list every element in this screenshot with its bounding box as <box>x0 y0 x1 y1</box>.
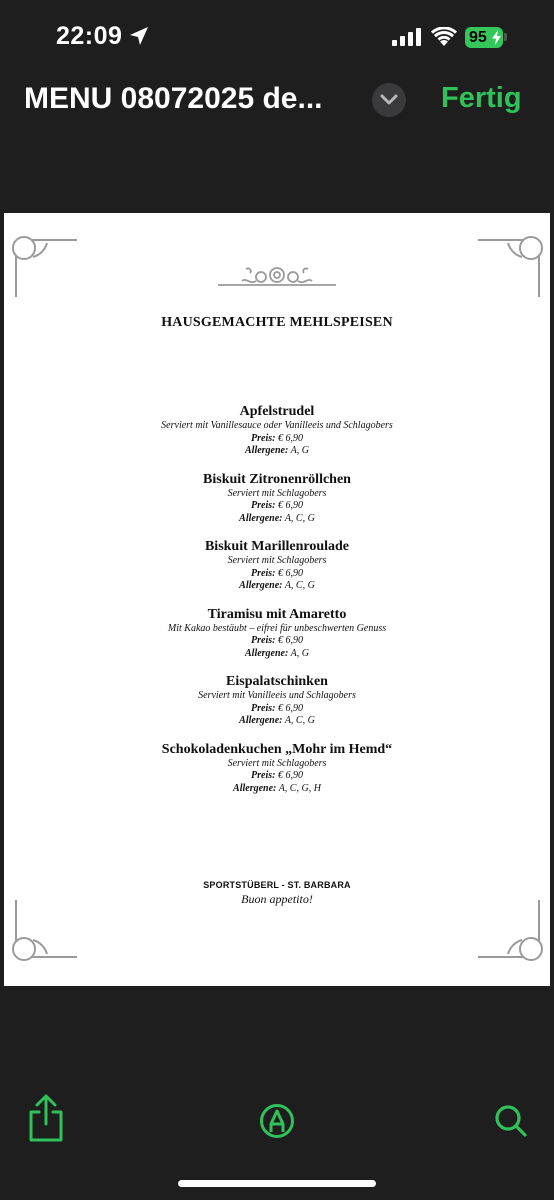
chevron-down-icon <box>380 93 398 107</box>
venue-name: SPORTSTÜBERL - ST. BARBARA <box>203 880 351 890</box>
corner-ornament-bottom-left <box>9 898 81 964</box>
search-button[interactable] <box>494 1104 528 1143</box>
allergen-value: A, G <box>290 445 309 456</box>
item-price <box>4 500 550 513</box>
status-time: 22:09 <box>56 22 123 50</box>
battery-level: 95 <box>469 29 487 46</box>
price-value: € 6,90 <box>277 702 303 714</box>
allergen-value: A, G <box>290 647 309 659</box>
item-allergens <box>4 648 550 661</box>
battery-cap <box>504 33 507 41</box>
menu-item <box>4 674 550 742</box>
allergen-value: A, C, G <box>284 512 315 524</box>
price-label: Preis: <box>251 702 276 714</box>
item-description: Serviert mit Schlagobers <box>227 487 327 499</box>
price-value: € 6,90 <box>277 567 303 579</box>
item-name: Eispalatschinken <box>226 674 328 689</box>
allergen-value: A, C, G <box>284 715 315 726</box>
signoff-text: Buon appetito! <box>241 892 313 906</box>
markup-button[interactable] <box>259 1103 295 1144</box>
allergen-label: Allergene: <box>239 715 283 726</box>
item-description: Mit Kakao bestäubt – eifrei für unbeschwerten Genuss <box>167 622 387 634</box>
home-indicator[interactable] <box>178 1180 376 1187</box>
item-allergens <box>4 783 550 796</box>
menu-item <box>4 539 550 607</box>
allergen-value: A, C, G, H <box>278 782 321 794</box>
search-icon <box>494 1104 528 1138</box>
price-value: € 6,90 <box>277 635 303 646</box>
title-menu-button[interactable] <box>372 83 406 117</box>
status-bar <box>0 0 554 76</box>
item-allergens <box>4 580 550 593</box>
item-name: Schokoladenkuchen „Mohr im Hemd“ <box>161 741 393 757</box>
item-allergens <box>4 445 550 458</box>
menu-items <box>4 404 550 809</box>
item-description: Serviert mit Vanilleeis und Schlagobers <box>198 690 356 701</box>
price-value: € 6,90 <box>277 770 303 781</box>
wifi-icon <box>431 27 457 52</box>
charging-bolt-icon <box>492 30 501 51</box>
price-value: € 6,90 <box>277 500 303 511</box>
corner-ornament-bottom-right <box>474 898 546 964</box>
allergen-label: Allergene: <box>239 580 283 591</box>
allergen-label: Allergene: <box>239 512 283 524</box>
menu-item <box>4 472 550 540</box>
menu-item <box>4 742 550 810</box>
price-value: € 6,90 <box>277 432 303 444</box>
bottom-toolbar <box>0 1090 554 1150</box>
item-name: Biskuit Marillenroulade <box>204 539 350 554</box>
item-name: Apfelstrudel <box>239 404 315 419</box>
item-description: Serviert mit Vanillesauce oder Vanilleeis und Schlagobers <box>161 420 393 431</box>
price-label: Preis: <box>251 432 276 444</box>
document-title[interactable]: MENU 08072025 de... <box>24 82 323 115</box>
flourish-ornament <box>216 263 338 291</box>
item-price <box>4 770 550 783</box>
item-price <box>4 433 550 446</box>
item-allergens <box>4 513 550 526</box>
nav-bar <box>0 76 554 132</box>
item-price <box>4 568 550 581</box>
item-description: Serviert mit Schlagobers <box>227 757 327 769</box>
price-label: Preis: <box>251 500 276 511</box>
document-page <box>4 213 550 986</box>
allergen-label: Allergene: <box>245 445 289 456</box>
item-price <box>4 635 550 648</box>
item-name: Tiramisu mit Amaretto <box>207 606 347 622</box>
allergen-value: A, C, G <box>284 580 315 591</box>
price-label: Preis: <box>251 635 276 646</box>
done-button[interactable]: Fertig <box>441 82 522 114</box>
cellular-signal-icon <box>392 28 422 51</box>
location-arrow-icon <box>129 26 149 51</box>
allergen-label: Allergene: <box>245 647 289 659</box>
menu-item <box>4 607 550 675</box>
allergen-label: Allergene: <box>233 782 277 794</box>
item-price <box>4 703 550 716</box>
item-name: Biskuit Zitronenröllchen <box>203 471 351 487</box>
markup-pen-icon <box>259 1103 295 1139</box>
item-description: Serviert mit Schlagobers <box>227 555 327 566</box>
price-label: Preis: <box>251 567 276 579</box>
corner-ornament-top-left <box>9 233 81 299</box>
battery-indicator <box>465 27 503 48</box>
share-icon <box>27 1094 65 1142</box>
menu-item <box>4 404 550 472</box>
price-label: Preis: <box>251 770 276 781</box>
share-button[interactable] <box>27 1094 65 1147</box>
corner-ornament-top-right <box>474 233 546 299</box>
item-allergens <box>4 715 550 728</box>
menu-heading: HAUSGEMACHTE MEHLSPEISEN <box>161 315 393 330</box>
